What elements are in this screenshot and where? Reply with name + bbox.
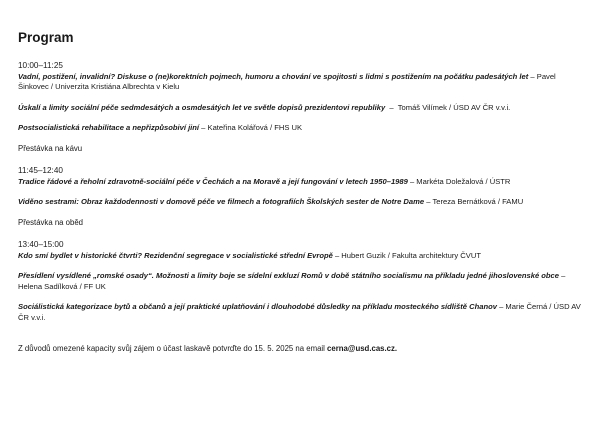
talk-separator: – bbox=[407, 176, 417, 186]
talk-author: Tereza Bernátková / FAMU bbox=[432, 197, 524, 206]
talk-separator: – bbox=[332, 250, 342, 260]
session-time: 13:40–15:00 bbox=[18, 240, 64, 249]
talk-author: Markéta Doležalová / ÚSTR bbox=[416, 176, 511, 186]
talk-author: Helena Sadílková / FF UK bbox=[18, 281, 106, 291]
talk-title: Vadní, postižení, invalidní? Diskuse o (ne)korektních pojmech, humoru a chování ve spojitosti s lidmi s postižením na počátku padesátých let bbox=[18, 71, 529, 81]
talk-author: Kateřina Kolářová / FHS UK bbox=[207, 123, 303, 132]
talk-author: Marie Černá / ÚSD AV ČR v.v.i. bbox=[18, 302, 581, 322]
talk-item bbox=[18, 302, 583, 323]
session-2 bbox=[18, 166, 583, 228]
talk-separator: – bbox=[528, 71, 537, 81]
talk-item bbox=[18, 123, 583, 134]
talk-separator: – bbox=[559, 271, 566, 280]
talk-separator: – bbox=[496, 302, 506, 311]
session-time: 11:45–12:40 bbox=[18, 166, 63, 175]
talk-title: Tradice řádové a řeholní zdravotně-sociální péče v Čechách a na Moravě a její fungování v letech 1950–1989 bbox=[18, 176, 408, 186]
registration-text: Z důvodů omezené kapacity svůj zájem o účast laskavě potvrďte do 15. 5. 2025 na email bbox=[18, 344, 328, 353]
talk-separator: – bbox=[385, 102, 398, 112]
session-1 bbox=[18, 61, 583, 154]
talk-item bbox=[18, 197, 583, 208]
session-time: 10:00–11:25 bbox=[18, 61, 63, 70]
talk-author: Hubert Guzik / Fakulta architektury ČVUT bbox=[341, 250, 481, 260]
talk-title: Úskalí a limity sociální péče sedmdesátých a osmdesátých let ve světle dopisů prezidentovi republiky bbox=[18, 102, 386, 112]
talk-item bbox=[18, 271, 583, 292]
talk-item bbox=[18, 177, 583, 188]
talk-item bbox=[18, 72, 583, 93]
talk-title: Sociálistická kategorizace bytů a občanů a její praktické uplatňování i dlouhodobé důsledky na příkladu mosteckého sídliště Chanov bbox=[18, 302, 497, 311]
page-title: Program bbox=[18, 30, 74, 45]
session-3 bbox=[18, 240, 583, 323]
break-label: Přestávka na oběd bbox=[18, 217, 84, 227]
talk-title: Kdo smí bydlet v historické čtvrti? Rezidenční segregace v socialistické střední Evropě bbox=[18, 250, 333, 260]
talk-title: Viděno sestrami: Obraz každodennosti v domově péče ve filmech a fotografiích Školských sester de Notre Dame bbox=[18, 197, 425, 206]
talk-title: Přesídlení vysídlené „romské osady“. Možnosti a limity boje se sídelní exkluzí Romů v době státního socialismu na příkladu jedné jihoslovenské obce bbox=[18, 271, 559, 280]
talk-separator: – bbox=[424, 197, 433, 206]
talk-author: Pavel Šinkovec / Univerzita Kristiána Albrechta v Kielu bbox=[18, 71, 556, 91]
talk-title: Postsocialistická rehabilitace a nepřizpůsobiví jiní bbox=[18, 123, 200, 132]
talk-author: Tomáš Vilímek / ÚSD AV ČR v.v.i. bbox=[397, 102, 511, 112]
talk-item bbox=[18, 103, 583, 114]
talk-item bbox=[18, 251, 583, 262]
program-page bbox=[18, 30, 583, 355]
contact-email[interactable]: cerna@usd.cas.cz. bbox=[327, 344, 398, 353]
talk-separator: – bbox=[199, 123, 208, 132]
break-label: Přestávka na kávu bbox=[18, 143, 83, 153]
registration-note bbox=[18, 344, 583, 355]
